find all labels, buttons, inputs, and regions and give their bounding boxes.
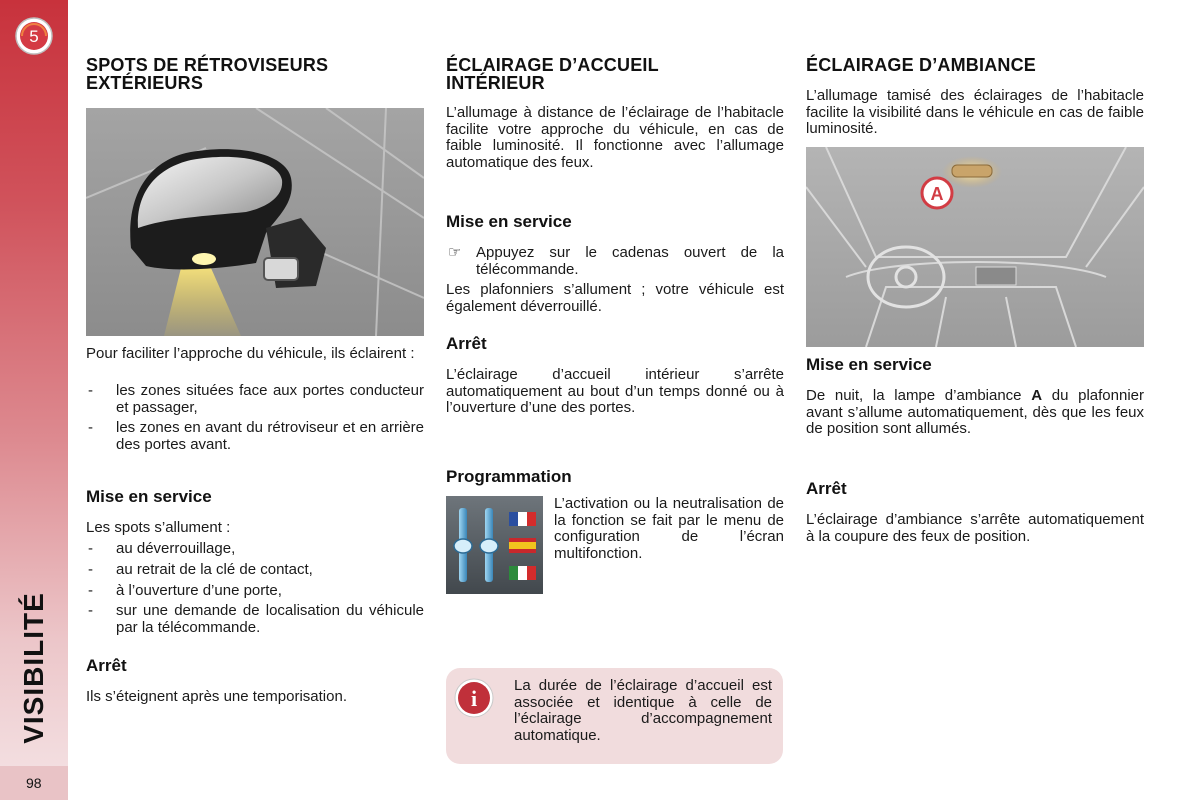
intro-text: L’allumage à distance de l’éclairage de l’habitacle facilite votre approche du véhicule, en cas de faible luminosité. Il fonctionne avec l’allumage automatique des feux. <box>446 104 784 171</box>
section-title: ÉCLAIRAGE D’AMBIANCE <box>806 55 1037 75</box>
bullet-dash: - <box>88 561 93 578</box>
section-title: ÉCLAIRAGE D’ACCUEIL INTÉRIEUR <box>446 55 659 93</box>
chapter-title: VISIBILITÉ <box>18 592 49 744</box>
mirror-spot-illustration <box>86 108 424 336</box>
cabin-ambient-lamp-illustration <box>806 147 1144 347</box>
paragraph: L’activation ou la neutralisation de la fonction se fait par le menu de configuration de l’écran multifonction. <box>554 495 784 562</box>
subheading: Mise en service <box>86 487 212 506</box>
bullet-dash: - <box>88 382 93 399</box>
list-item: - à l’ouverture d’une porte, <box>88 582 282 599</box>
subheading: Arrêt <box>86 656 127 675</box>
subheading: Mise en service <box>446 212 572 231</box>
pointer-icon: ☞ <box>448 244 462 261</box>
page-number: 98 <box>26 775 42 791</box>
info-text: La durée de l’éclairage d’accueil est associée et identique à celle de l’éclairage d’accompagnement automatique. <box>514 677 772 744</box>
bullet-dash: - <box>88 582 93 599</box>
section-title: SPOTS DE RÉTROVISEURS EXTÉRIEURS <box>86 55 329 93</box>
info-icon <box>454 678 494 718</box>
paragraph: Les spots s’allument : <box>86 519 231 536</box>
svg-text:i: i <box>470 686 478 711</box>
intro-text: Pour faciliter l’approche du véhicule, ils éclairent : <box>86 345 415 362</box>
list-item: - les zones situées face aux portes conducteur et passager, <box>88 382 424 416</box>
bullet-dash: - <box>88 602 93 619</box>
paragraph: De nuit, la lampe d’ambiance A du plafonnier avant s’allume automatiquement, dès que les feux de position sont allumés. <box>806 387 1145 437</box>
paragraph: Ils s’éteignent après une temporisation. <box>86 688 347 705</box>
subheading: Programmation <box>446 467 572 486</box>
paragraph: L’éclairage d’ambiance s’arrête automatiquement à la coupure des feux de position. <box>806 511 1144 545</box>
paragraph: Les plafonniers s’allument ; votre véhicule est également déverrouillé. <box>446 281 784 315</box>
paragraph: L’éclairage d’accueil intérieur s’arrête automatiquement au bout d’un temps donné ou à l’ouverture d’une des portes. <box>446 366 784 416</box>
chapter-badge <box>14 16 54 56</box>
list-item: - les zones en avant du rétroviseur et en arrière des portes avant. <box>88 419 424 453</box>
bullet-dash: - <box>88 419 93 436</box>
lamp-marker-label: A <box>930 184 944 204</box>
subheading: Arrêt <box>806 479 847 498</box>
subheading: Mise en service <box>806 355 932 374</box>
bullet-dash: - <box>88 540 93 557</box>
list-item: - au déverrouillage, <box>88 540 236 557</box>
intro-text: L’allumage tamisé des éclairages de l’habitacle facilite la visibilité dans le véhicule en cas de faible luminosité. <box>806 87 1144 137</box>
list-item: - sur une demande de localisation du véhicule par la télécommande. <box>88 602 424 636</box>
list-item: - au retrait de la clé de contact, <box>88 561 313 578</box>
settings-screen-illustration <box>446 496 543 594</box>
chapter-number: 5 <box>29 27 39 46</box>
info-box <box>446 668 783 764</box>
list-item: ☞ Appuyez sur le cadenas ouvert de la télécommande. <box>448 244 784 278</box>
subheading: Arrêt <box>446 334 487 353</box>
